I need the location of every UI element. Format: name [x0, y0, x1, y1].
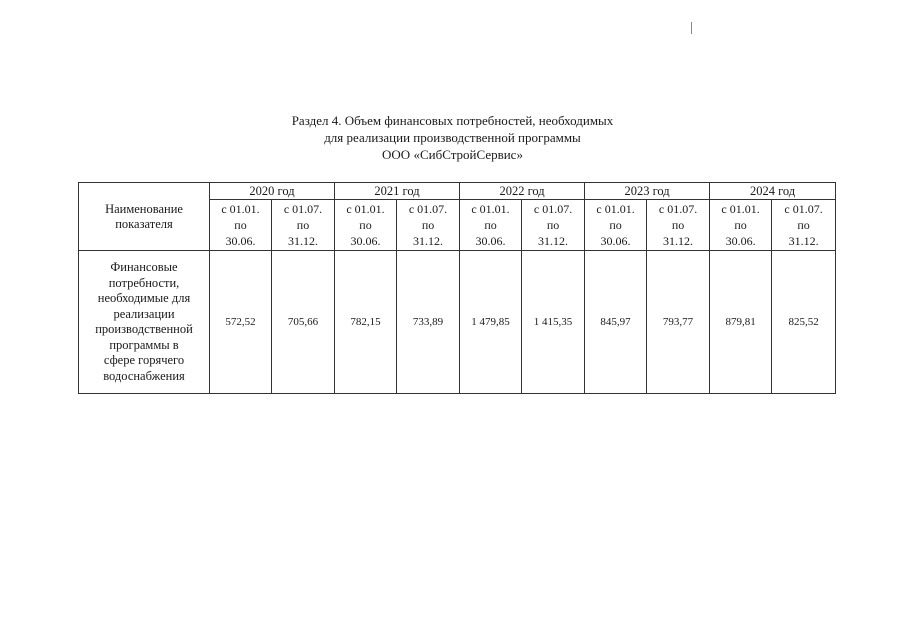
period-header: с 01.07. по 31.12.: [522, 200, 585, 251]
financial-needs-table: [78, 182, 836, 394]
scan-mark: [691, 22, 692, 34]
year-2024-header: 2024 год: [710, 183, 836, 200]
year-2021-header: 2021 год: [335, 183, 460, 200]
period-header: с 01.07. по 31.12.: [397, 200, 460, 251]
year-2020-header: 2020 год: [210, 183, 335, 200]
period-header: с 01.01. по 30.06.: [210, 200, 272, 251]
heading-line-1: Раздел 4. Объем финансовых потребностей, необходимых: [291, 113, 614, 128]
value-2023-h2: 793,77: [647, 251, 710, 394]
period-header: с 01.07. по 31.12.: [647, 200, 710, 251]
indicator-name-header-line-1: Наименование: [105, 201, 183, 216]
value-2023-h1: 845,97: [585, 251, 647, 394]
period-header: с 01.01. по 30.06.: [460, 200, 522, 251]
value-2024-h1: 879,81: [710, 251, 772, 394]
heading-line-3: ООО «СибСтройСервис»: [382, 147, 523, 162]
period-header: с 01.01. по 30.06.: [335, 200, 397, 251]
value-2022-h1: 1 479,85: [460, 251, 522, 394]
value-2021-h2: 733,89: [397, 251, 460, 394]
indicator-name-header-line-2: показателя: [115, 216, 173, 231]
year-2023-header: 2023 год: [585, 183, 710, 200]
period-header: с 01.01. по 30.06.: [585, 200, 647, 251]
period-header: с 01.01. по 30.06.: [710, 200, 772, 251]
heading-line-2: для реализации производственной программы: [324, 130, 581, 145]
row-indicator-name: Финансовые потребности, необходимые для реализации производственной программы в сфере горячего водоснабжения: [79, 251, 210, 394]
year-2022-header: 2022 год: [460, 183, 585, 200]
indicator-name-header: [79, 183, 210, 251]
value-2020-h2: 705,66: [272, 251, 335, 394]
section-heading: [150, 112, 755, 163]
value-2020-h1: 572,52: [210, 251, 272, 394]
value-2021-h1: 782,15: [335, 251, 397, 394]
table-row: [79, 251, 836, 394]
value-2024-h2: 825,52: [772, 251, 836, 394]
value-2022-h2: 1 415,35: [522, 251, 585, 394]
period-header: с 01.07. по 31.12.: [272, 200, 335, 251]
period-header: с 01.07. по 31.12.: [772, 200, 836, 251]
year-header-row: [79, 183, 836, 200]
